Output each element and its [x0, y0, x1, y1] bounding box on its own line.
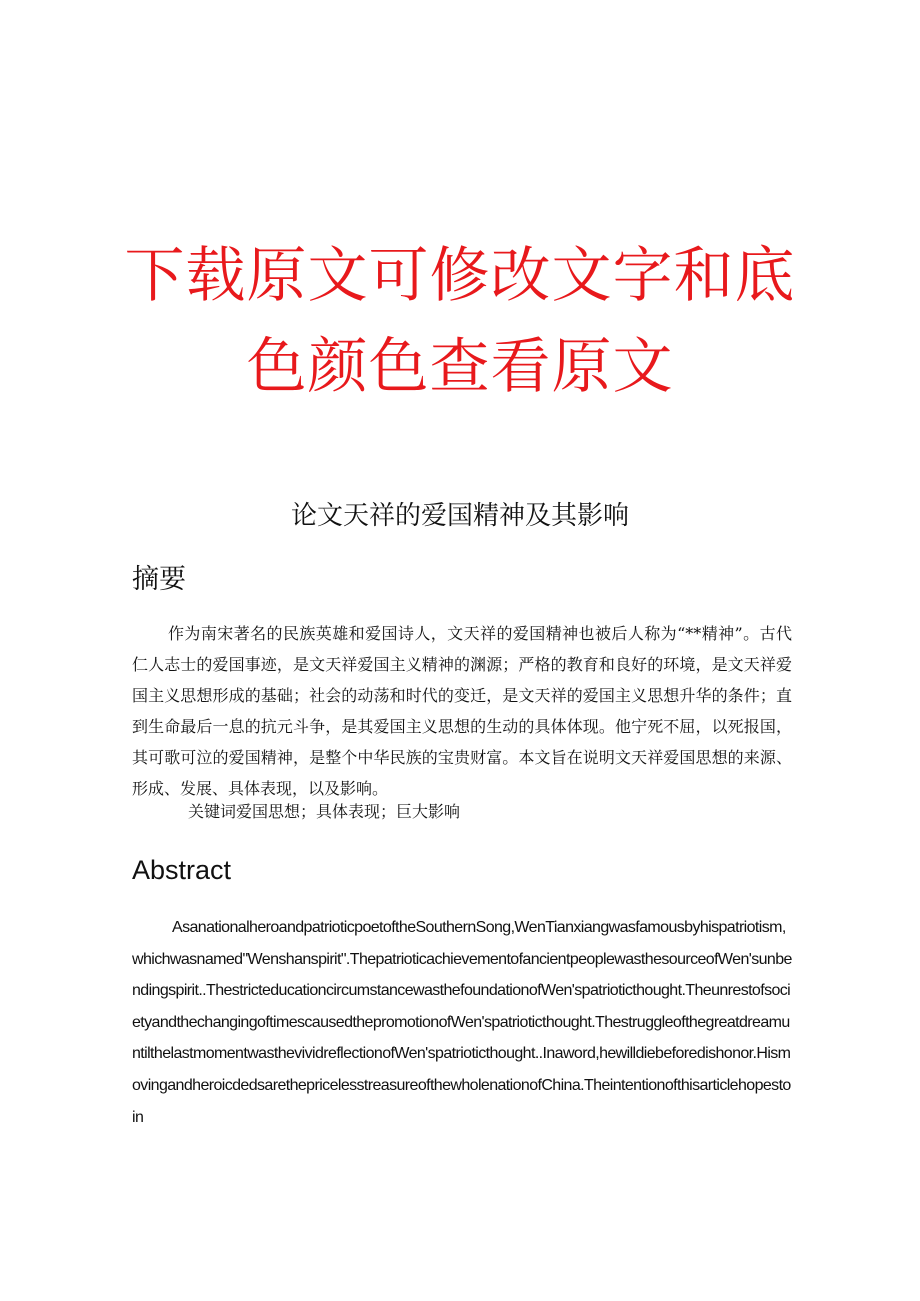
download-banner-line-2: 色颜色查看原文	[246, 332, 674, 402]
keywords-line: 关键词爱国思想；具体表现；巨大影响	[188, 802, 461, 821]
abstract-cn-body: 作为南宋著名的民族英雄和爱国诗人，文天祥的爱国精神也被后人称为“**精神”。古代仁人志士的爱国事迹，是文天祥爱国主义精神的渊源；严格的教育和良好的环境，是文天祥爱国主义思想形成的基础；社会的动荡和时代的变迁，是文天祥的爱国主义思想升华的条件；直到生命最后一息的抗元斗争，是其爱国主义思想的生动的具体体现。他宁死不屈，以死报国，其可歌可泣的爱国精神，是整个中华民族的宝贵财富。本文旨在说明文天祥爱国思想的来源、形成、发展、具体表现，以及影响。	[132, 624, 792, 798]
paper-title: 论文天祥的爱国精神及其影响	[290, 501, 629, 531]
abstract-en-heading: Abstract	[132, 855, 232, 885]
abstract-en-body: AsanationalheroandpatrioticpoetoftheSouthernSong,WenTianxiangwasfamousbyhispatriotism,whichwasnamed"Wenshanspirit".ThepatrioticachievementofancientpeoplewasthesourceofWen'sunbendingspirit..ThestricteducationcircumstancewasthefoundationofWen'spatrioticthought.TheunrestofsocietyandthechangingoftimescausedthepromotionofWen'spatrioticthought.ThestruggleofthegreatdreamuntilthelastmomentwasthevividreflectionofWen'spatrioticthought..Inaword,hewilldiebeforedishonor.HismovingandheroicdedsarethepricelesstreasureofthewholenationofChina.Theintentionofthisarticlehopestoin	[132, 919, 792, 1126]
abstract-cn-heading: 摘要	[132, 564, 186, 595]
download-banner-line-1: 下载原文可修改文字和底	[124, 241, 796, 311]
